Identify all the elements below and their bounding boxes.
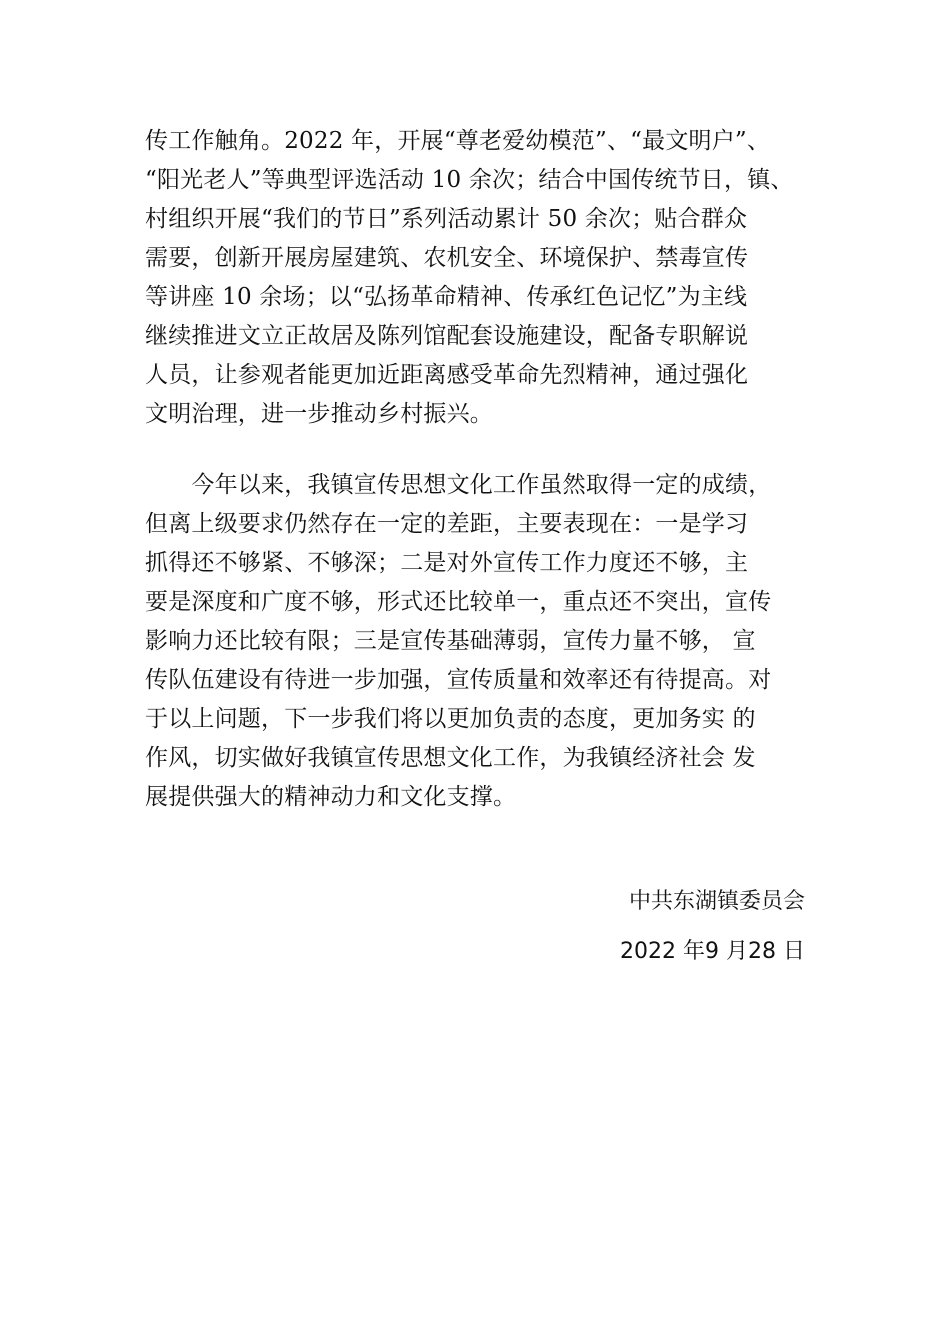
text-line: 需要，创新开展房屋建筑、农机安全、环境保护、禁毒宣传	[145, 245, 749, 271]
paragraph-achievements	[145, 122, 835, 434]
text-line: 继续推进文立正故居及陈列馆配套设施建设，配备专职解说	[145, 323, 749, 349]
text-line: 于以上问题，下一步我们将以更加负责的态度，更加务实 的	[145, 706, 756, 732]
text-line: 展提供强大的精神动力和文化支撑。	[145, 784, 517, 810]
text-line: 传工作触角。2022 年，开展“尊老爱幼模范”、“最文明户”、	[145, 128, 771, 154]
text-line: 今年以来，我镇宣传思想文化工作虽然取得一定的成绩，	[145, 472, 772, 498]
signature-date: 2022 年9 月28 日	[620, 939, 805, 964]
text-line: 等讲座 10 余场；以“弘扬革命精神、传承红色记忆”为主线	[145, 284, 748, 310]
text-line: 影响力还比较有限；三是宣传基础薄弱，宣传力量不够， 宣	[145, 628, 756, 654]
text-line: 人员，让参观者能更加近距离感受革命先烈精神，通过强化	[145, 362, 749, 388]
text-line: “阳光老人”等典型评选活动 10 余次；结合中国传统节日，镇、	[145, 167, 794, 193]
signature-organization: 中共东湖镇委员会	[628, 889, 805, 914]
paragraph-shortcomings	[145, 466, 835, 817]
text-line: 文明治理，进一步推动乡村振兴。	[145, 401, 493, 427]
text-line: 要是深度和广度不够，形式还比较单一，重点还不突出，宣传	[145, 589, 772, 615]
text-line: 传队伍建设有待进一步加强，宣传质量和效率还有待提高。对	[145, 667, 772, 693]
text-line: 作风，切实做好我镇宣传思想文化工作，为我镇经济社会 发	[145, 745, 756, 771]
text-line: 但离上级要求仍然存在一定的差距，主要表现在：一是学习	[145, 511, 749, 537]
text-line: 村组织开展“我们的节日”系列活动累计 50 余次；贴合群众	[145, 206, 748, 232]
text-line: 抓得还不够紧、不够深；二是对外宣传工作力度还不够，主	[145, 550, 749, 576]
